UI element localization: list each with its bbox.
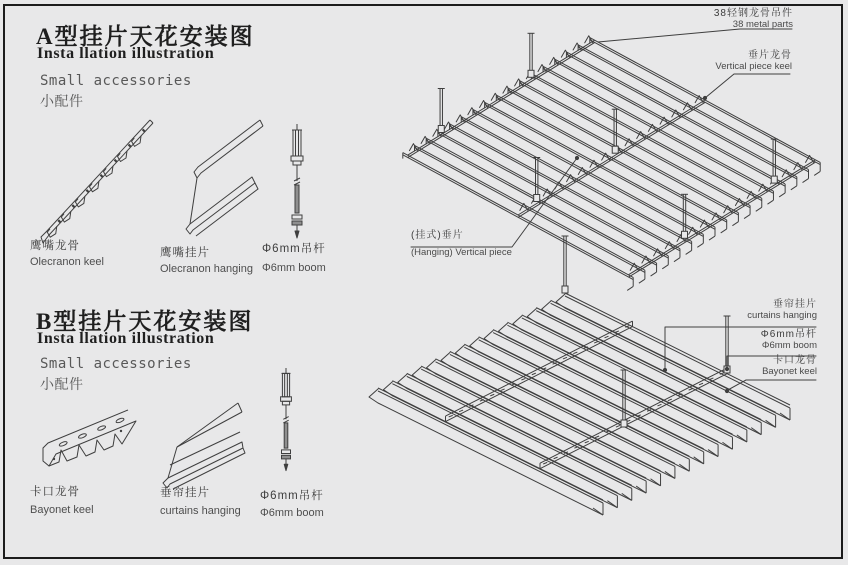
section-b-title-cn: B型挂片天花安装图	[36, 309, 254, 334]
section-a-subtitle-en: Small accessories	[40, 73, 192, 89]
annotation-bayonet-keel	[762, 356, 817, 377]
annotation-vertical-piece-keel-en: Vertical piece keel	[715, 61, 792, 72]
section-a-title-cn: A型挂片天花安装图	[36, 24, 255, 49]
label-curtains-hanging-en: curtains hanging	[160, 505, 241, 517]
annotation-bayonet-keel-cn: 卡口龙骨	[773, 355, 817, 366]
label-boom-a-cn: Φ6mm吊杆	[262, 243, 326, 255]
label-olecranon-hanging	[160, 244, 253, 275]
section-b-subtitle-cn: 小配件	[40, 377, 84, 393]
annotation-hanging-vertical-piece-en: (Hanging) Vertical piece	[411, 247, 512, 258]
annotation-38-metal-parts-cn: 38轻钢龙骨吊件	[713, 8, 793, 19]
annotation-38-metal-parts-en: 38 metal parts	[732, 19, 793, 30]
section-b-subtitle-en: Small accessories	[40, 356, 192, 372]
annotation-vertical-piece-keel-cn: 垂片龙骨	[748, 50, 792, 61]
label-boom-b	[260, 487, 324, 519]
label-boom-a	[262, 240, 326, 274]
annotation-bayonet-keel-en: Bayonet keel	[762, 366, 817, 377]
annotation-boom-cn: Φ6mm吊杆	[760, 329, 817, 340]
annotation-curtains-hanging	[747, 300, 817, 321]
annotation-boom	[761, 330, 817, 351]
section-a-title-en: Insta llation illustration	[37, 45, 215, 62]
annotation-hanging-vertical-piece	[411, 231, 512, 258]
annotation-curtains-hanging-en: curtains hanging	[747, 310, 817, 321]
label-olecranon-hanging-en: Olecranon hanging	[160, 263, 253, 275]
section-b-title-en: Insta llation illustration	[37, 330, 215, 347]
section-a-subtitle-cn: 小配件	[40, 94, 84, 110]
label-olecranon-keel-cn: 鹰嘴龙骨	[30, 240, 80, 252]
annotation-curtains-hanging-cn: 垂帘挂片	[773, 299, 817, 310]
label-olecranon-hanging-cn: 鹰嘴挂片	[160, 247, 210, 259]
label-boom-a-en: Φ6mm boom	[262, 262, 326, 274]
label-olecranon-keel-en: Olecranon keel	[30, 256, 104, 268]
label-bayonet-keel	[30, 483, 94, 516]
annotation-vertical-piece-keel	[715, 51, 792, 72]
label-bayonet-keel-cn: 卡口龙骨	[30, 486, 80, 498]
annotation-boom-en: Φ6mm boom	[761, 340, 817, 351]
annotation-38-metal-parts	[714, 9, 793, 30]
label-boom-b-cn: Φ6mm吊杆	[260, 490, 324, 502]
label-curtains-hanging-cn: 垂帘挂片	[160, 487, 210, 499]
label-boom-b-en: Φ6mm boom	[260, 507, 324, 519]
annotation-hanging-vertical-piece-cn: (挂式)垂片	[411, 230, 464, 241]
label-curtains-hanging	[160, 484, 241, 517]
label-olecranon-keel	[30, 237, 104, 268]
label-bayonet-keel-en: Bayonet keel	[30, 504, 94, 516]
